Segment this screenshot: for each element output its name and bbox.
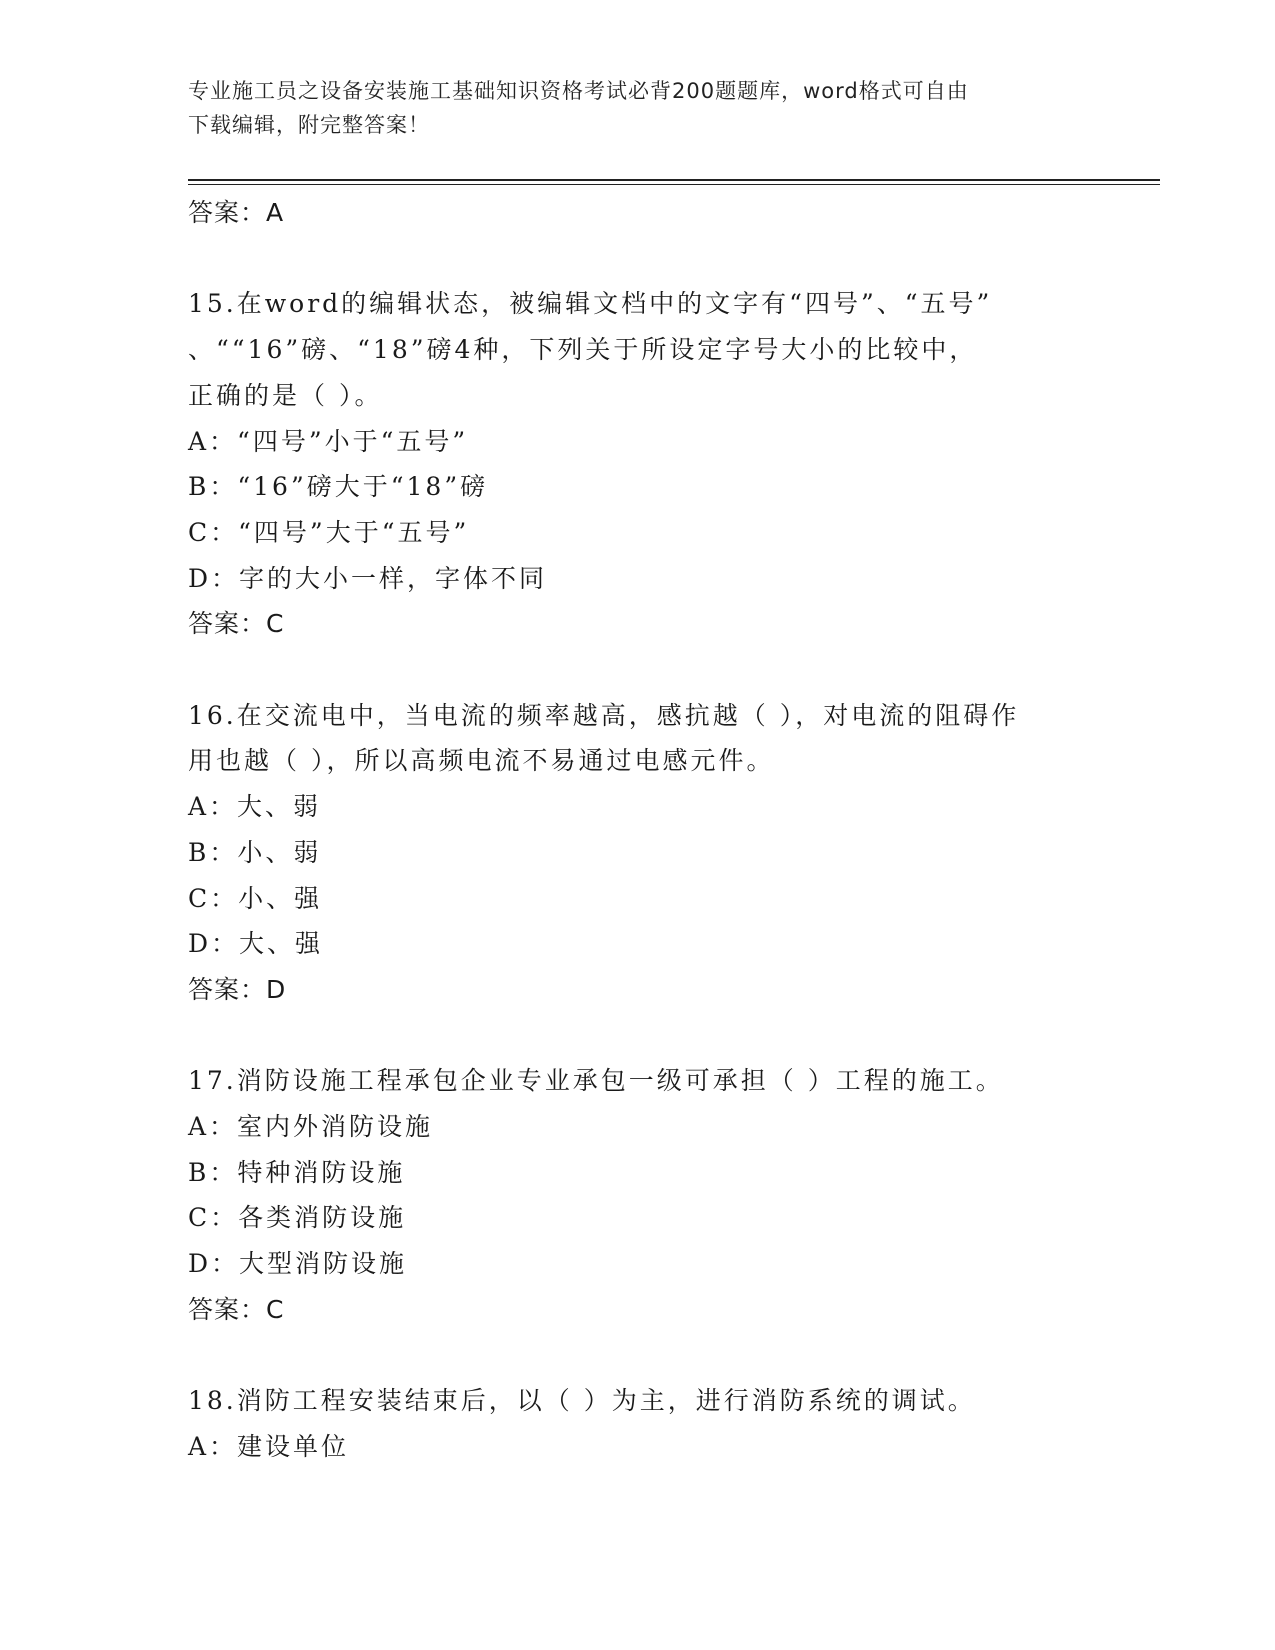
option-a: A：建设单位	[188, 1431, 350, 1461]
spacer	[188, 236, 1068, 282]
option-c: C：小、强	[188, 883, 323, 913]
answer-line: 答案：C	[188, 609, 285, 639]
header-line-2: 下载编辑，附完整答案！	[188, 113, 430, 137]
option-b: B：“16”磅大于“18”磅	[188, 472, 489, 502]
option-c: C：“四号”大于“五号”	[188, 517, 470, 547]
option-a: A：室内外消防设施	[188, 1112, 434, 1142]
question-block	[188, 693, 1068, 1013]
option-a: A：大、弱	[188, 792, 322, 822]
header-line-1: 专业施工员之设备安装施工基础知识资格考试必背200题题库，word格式可自由	[188, 79, 969, 103]
answer-line: 答案：C	[188, 1294, 285, 1324]
question-text: 、““16”磅、“18”磅4种，下列关于所设定字号大小的比较中，	[188, 335, 978, 365]
spacer	[188, 647, 1068, 693]
option-d: D：大、强	[188, 929, 324, 959]
option-d: D：大型消防设施	[188, 1249, 408, 1279]
question-text: 17.消防设施工程承包企业专业承包一级可承担（ ）工程的施工。	[188, 1066, 1004, 1096]
question-text: 正确的是（ ）。	[188, 380, 383, 410]
question-text: 18.消防工程安装结束后，以（ ）为主，进行消防系统的调试。	[188, 1386, 976, 1416]
question-text: 15.在word的编辑状态，被编辑文档中的文字有“四号”、“五号”	[188, 289, 993, 319]
document-body	[188, 190, 1068, 1470]
document-header	[188, 74, 1068, 142]
option-d: D：字的大小一样，字体不同	[188, 563, 548, 593]
answer-line: 答案：A	[188, 198, 285, 227]
header-divider-thick	[188, 179, 1160, 181]
option-b: B：特种消防设施	[188, 1157, 406, 1187]
question-block	[188, 281, 1068, 647]
option-c: C：各类消防设施	[188, 1203, 407, 1233]
option-a: A：“四号”小于“五号”	[188, 426, 469, 456]
spacer	[188, 1333, 1068, 1379]
question-block	[188, 1058, 1068, 1332]
question-text: 用也越（ ），所以高频电流不易通过电感元件。	[188, 746, 775, 776]
header-divider-thin	[188, 184, 1160, 185]
question-block	[188, 1378, 1068, 1469]
spacer	[188, 1013, 1068, 1059]
option-b: B：小、弱	[188, 837, 322, 867]
answer-line: 答案：D	[188, 974, 287, 1004]
question-text: 16.在交流电中，当电流的频率越高，感抗越（ ），对电流的阻碍作	[188, 700, 1020, 730]
